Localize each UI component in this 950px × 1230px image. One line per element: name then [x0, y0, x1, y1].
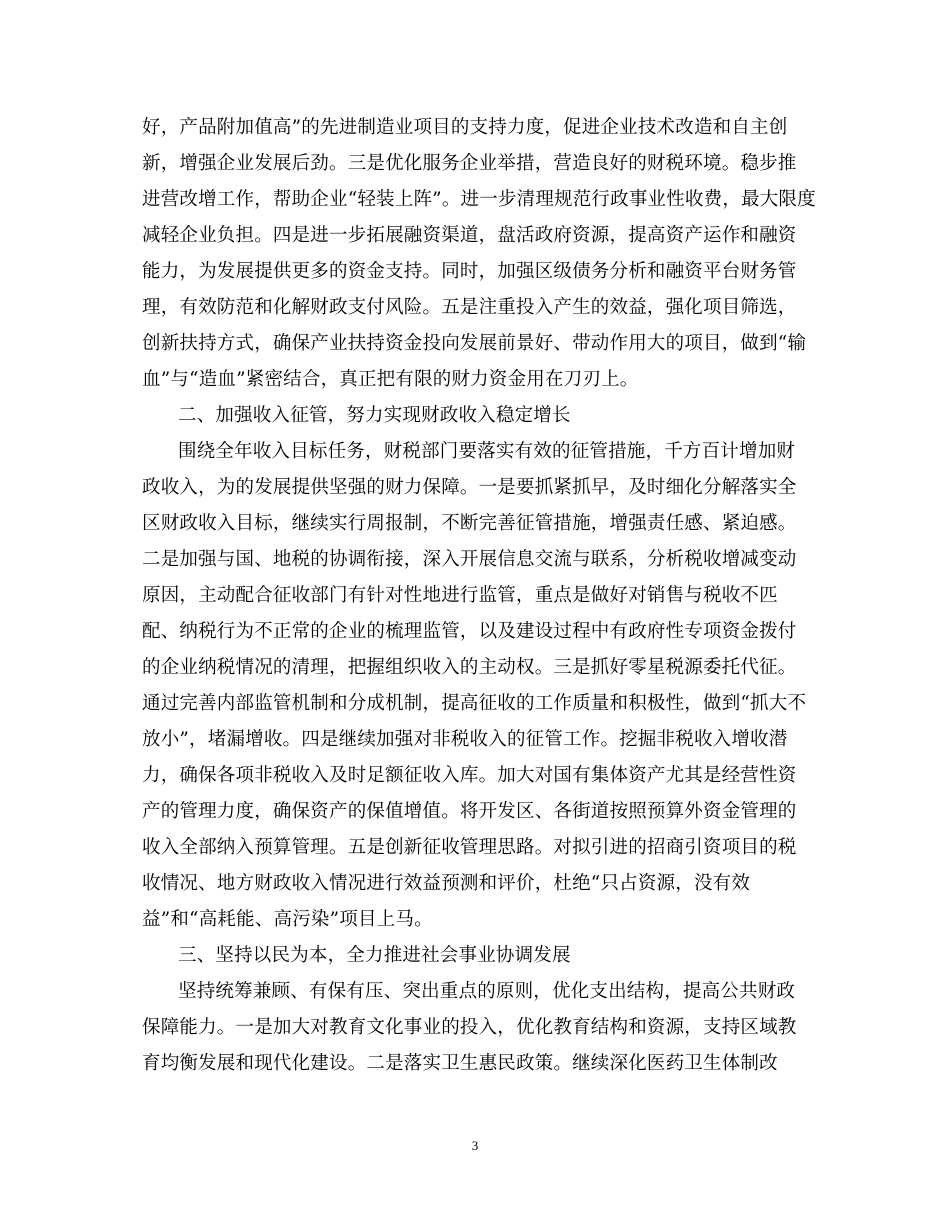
body-line: 力，确保各项非税收入及时足额征收入库。加大对国有集体资产尤其是经营性资	[142, 765, 797, 786]
body-line: 保障能力。一是加大对教育文化事业的投入，优化教育结构和资源，支持区域教	[142, 1017, 797, 1038]
body-line: 通过完善内部监管机制和分成机制，提高征收的工作质量和积极性，做到“抓大不	[142, 693, 807, 714]
body-line: 益”和“高耗能、高污染”项目上马。	[142, 909, 433, 930]
page-number: 3	[471, 1138, 479, 1153]
body-line: 放小”，堵漏增收。四是继续加强对非税收入的征管工作。挖掘非税收入增收潜	[142, 729, 788, 750]
body-line: 二是加强与国、地税的协调衔接，深入开展信息交流与联系，分析税收增减变动	[142, 549, 797, 570]
body-line: 配、纳税行为不正常的企业的梳理监管，以及建设过程中有政府性专项资金拨付	[142, 621, 797, 642]
body-line: 政收入，为的发展提供坚强的财力保障。一是要抓紧抓早，及时细化分解落实全	[142, 477, 797, 498]
section-heading-3: 三、坚持以民为本，全力推进社会事业协调发展	[178, 945, 571, 966]
body-line: 能力，为发展提供更多的资金支持。同时，加强区级债务分析和融资平台财务管	[142, 261, 797, 282]
body-line: 进营改增工作，帮助企业“轻装上阵”。进一步清理规范行政事业性收费，最大限度	[142, 189, 816, 210]
body-line: 原因，主动配合征收部门有针对性地进行监管，重点是做好对销售与税收不匹	[142, 585, 778, 606]
body-line: 围绕全年收入目标任务，财税部门要落实有效的征管措施，千方百计增加财	[178, 441, 796, 462]
body-line: 坚持统筹兼顾、有保有压、突出重点的原则，优化支出结构，提高公共财政	[178, 981, 796, 1002]
section-heading-2: 二、加强收入征管，努力实现财政收入稳定增长	[178, 405, 571, 426]
body-line: 减轻企业负担。四是进一步拓展融资渠道，盘活政府资源，提高资产运作和融资	[142, 225, 797, 246]
body-line: 创新扶持方式，确保产业扶持资金投向发展前景好、带动作用大的项目，做到“输	[142, 333, 807, 354]
body-line: 产的管理力度，确保资产的保值增值。将开发区、各街道按照预算外资金管理的	[142, 801, 797, 822]
body-line: 血”与“造血”紧密结合，真正把有限的财力资金用在刀刃上。	[142, 369, 639, 390]
body-line: 新，增强企业发展后劲。三是优化服务企业举措，营造良好的财税环境。稳步推	[142, 153, 797, 174]
body-line: 收入全部纳入预算管理。五是创新征收管理思路。对拟引进的招商引资项目的税	[142, 837, 797, 858]
body-line: 收情况、地方财政收入情况进行效益预测和评价，杜绝“只占资源，没有效	[142, 873, 751, 894]
body-line: 理，有效防范和化解财政支付风险。五是注重投入产生的效益，强化项目筛选，	[142, 297, 797, 318]
body-line: 的企业纳税情况的清理，把握组织收入的主动权。三是抓好零星税源委托代征。	[142, 657, 797, 678]
body-line: 育均衡发展和现代化建设。二是落实卫生惠民政策。继续深化医药卫生体制改	[142, 1053, 778, 1074]
body-line: 好，产品附加值高”的先进制造业项目的支持力度，促进企业技术改造和自主创	[142, 117, 788, 138]
body-line: 区财政收入目标，继续实行周报制，不断完善征管措施，增强责任感、紧迫感。	[142, 513, 797, 534]
